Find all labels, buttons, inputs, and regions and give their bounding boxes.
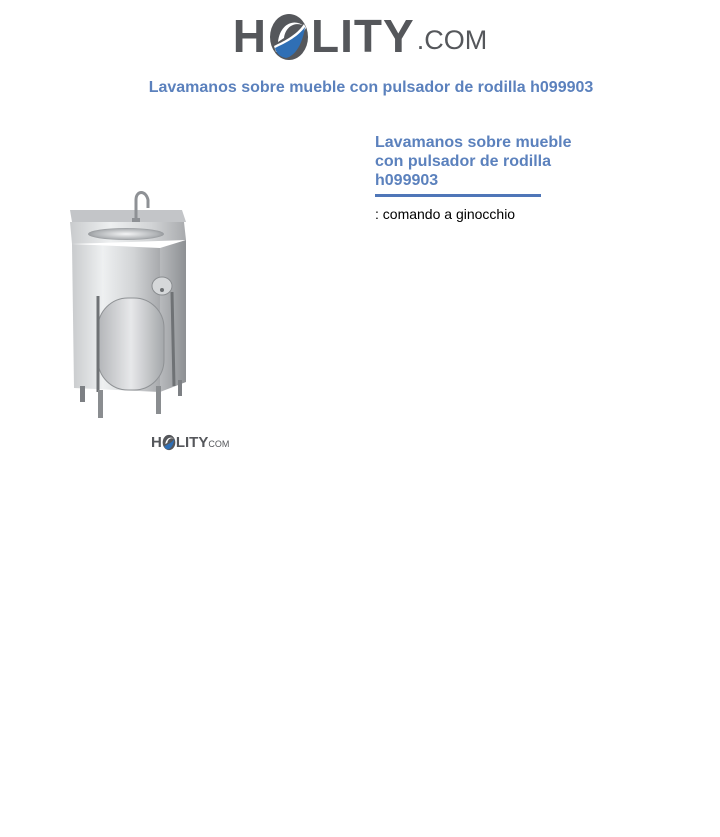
stylized-o-logo-icon <box>268 12 310 62</box>
logo-domain-suffix: .COM <box>416 25 488 55</box>
logo-word-lity: LITY <box>311 10 415 62</box>
logo-letter-h: H <box>232 10 268 62</box>
product-feature: : comando a ginocchio <box>375 206 516 222</box>
watermark-word-lity: LITY <box>175 434 209 451</box>
stylized-o-logo-icon <box>162 434 176 451</box>
washbasin-cabinet-image[interactable] <box>62 186 192 424</box>
page-title: Lavamanos sobre mueble con pulsador de rodilla h099903 <box>148 79 594 96</box>
watermark-domain-suffix: COM <box>208 439 230 449</box>
product-info <box>375 133 615 222</box>
holity-logo[interactable] <box>0 10 720 62</box>
title-underline <box>375 194 541 197</box>
holity-watermark-logo <box>151 434 229 450</box>
watermark-letter-h: H <box>151 434 162 451</box>
product-title: Lavamanos sobre mueble con pulsador de rodilla h099903 <box>375 134 572 189</box>
